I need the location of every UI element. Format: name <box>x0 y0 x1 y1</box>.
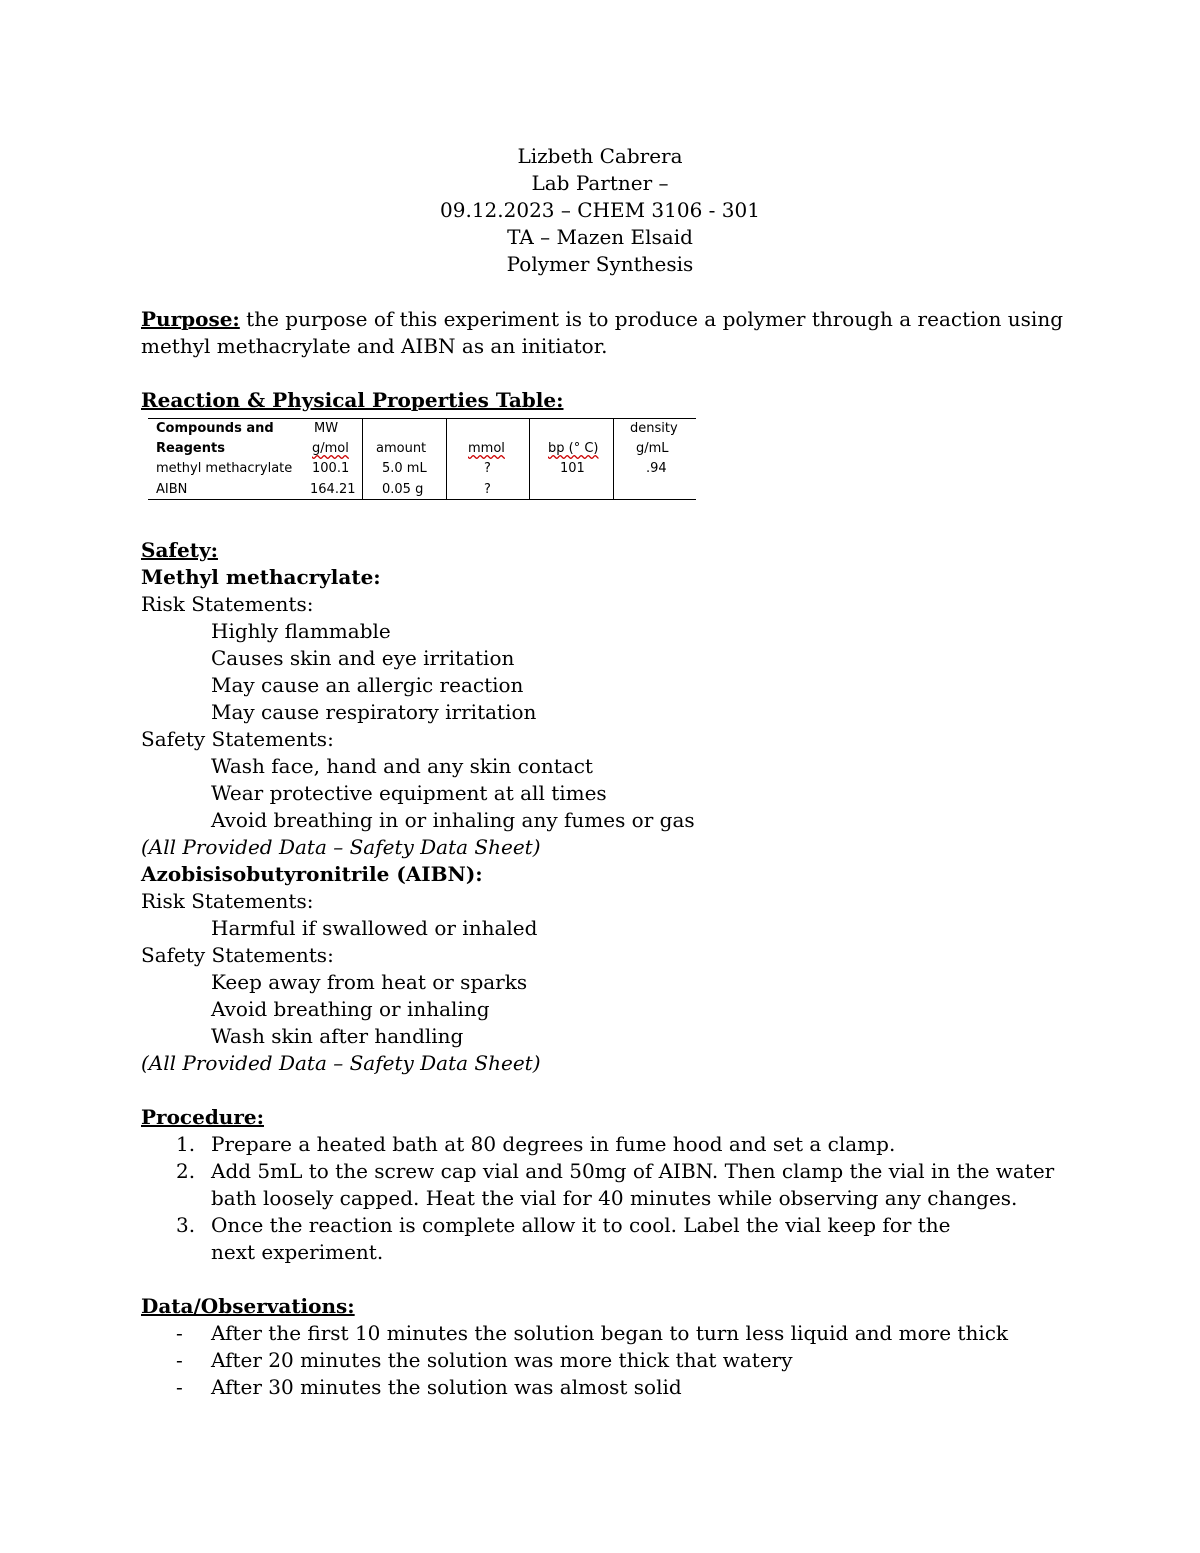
row-2-mmol: ? <box>484 482 491 497</box>
table-divider <box>613 418 614 500</box>
bullet-dash: - <box>176 1375 183 1399</box>
procedure-step: Add 5mL to the screw cap vial and 50mg of AIBN. Then clamp the vial in the water bath loosely capped. Heat the vial for 40 minutes while observing any changes. <box>211 1159 1055 1210</box>
mma-risk-item: May cause respiratory irritation <box>211 700 537 724</box>
aibn-risk-label: Risk Statements: <box>141 889 314 913</box>
mma-source: (All Provided Data – Safety Data Sheet) <box>141 835 541 859</box>
aibn-safety-item: Avoid breathing or inhaling <box>211 997 490 1021</box>
aibn-risk-item: Harmful if swallowed or inhaled <box>211 916 538 940</box>
teaching-assistant: TA – Mazen Elsaid <box>507 225 693 249</box>
row-1-mw: 100.1 <box>312 461 350 476</box>
table-title: Reaction & Physical Properties Table: <box>141 388 564 412</box>
safety-title: Safety: <box>141 538 218 562</box>
procedure-step: Prepare a heated bath at 80 degrees in fume hood and set a clamp. <box>211 1132 896 1156</box>
mma-safety-item: Avoid breathing in or inhaling any fumes or gas <box>211 808 695 832</box>
purpose-label: Purpose: <box>141 307 240 331</box>
row-2-compound: AIBN <box>156 482 188 497</box>
row-1-amount: 5.0 mL <box>382 461 427 476</box>
aibn-safety-item: Wash skin after handling <box>211 1024 464 1048</box>
observations-title: Data/Observations: <box>141 1294 355 1318</box>
header-density: density <box>630 421 678 436</box>
mma-risk-label: Risk Statements: <box>141 592 314 616</box>
header-compounds: Compounds and <box>156 421 274 436</box>
table-divider <box>446 418 447 500</box>
bullet-dash: - <box>176 1348 183 1372</box>
step-number: 1. <box>176 1132 196 1156</box>
purpose-paragraph <box>141 306 1071 360</box>
row-2-amount: 0.05 g <box>382 482 424 497</box>
row-1-compound: methyl methacrylate <box>156 461 293 476</box>
row-2-mw: 164.21 <box>310 482 356 497</box>
mma-name: Methyl methacrylate: <box>141 565 381 589</box>
header-bp-text: bp (° C) <box>548 441 599 456</box>
mma-safety-item: Wear protective equipment at all times <box>211 781 607 805</box>
observation-item: After the first 10 minutes the solution began to turn less liquid and more thick <box>211 1321 1009 1345</box>
procedure-title: Procedure: <box>141 1105 264 1129</box>
table-divider <box>362 418 363 500</box>
mma-risk-item: Causes skin and eye irritation <box>211 646 515 670</box>
mma-safety-item: Wash face, hand and any skin contact <box>211 754 593 778</box>
row-1-density: .94 <box>646 461 667 476</box>
observation-item: After 20 minutes the solution was more thick that watery <box>211 1348 793 1372</box>
purpose-text: the purpose of this experiment is to produce a polymer through a reaction using methyl methacrylate and AIBN as an initiator. <box>141 307 1064 358</box>
header-amount: amount <box>376 441 427 456</box>
bullet-dash: - <box>176 1321 183 1345</box>
properties-table <box>148 418 696 501</box>
step-number: 3. <box>176 1213 196 1237</box>
aibn-safety-item: Keep away from heat or sparks <box>211 970 528 994</box>
row-1-mmol: ? <box>484 461 491 476</box>
author-name: Lizbeth Cabrera <box>517 144 683 168</box>
aibn-source: (All Provided Data – Safety Data Sheet) <box>141 1051 541 1075</box>
aibn-name: Azobisisobutyronitrile (AIBN): <box>141 862 483 886</box>
date-course: 09.12.2023 – CHEM 3106 - 301 <box>440 198 760 222</box>
header-bp <box>548 439 599 459</box>
mma-risk-item: Highly flammable <box>211 619 391 643</box>
row-1-bp: 101 <box>560 461 585 476</box>
mma-risk-item: May cause an allergic reaction <box>211 673 524 697</box>
header-reagents: Reagents <box>156 441 225 456</box>
header-density-unit: g/mL <box>636 441 669 456</box>
aibn-safety-label: Safety Statements: <box>141 943 334 967</box>
header-mmol: mmol <box>468 441 505 456</box>
step-number: 2. <box>176 1159 196 1183</box>
observation-item: After 30 minutes the solution was almost solid <box>211 1375 682 1399</box>
mma-safety-label: Safety Statements: <box>141 727 334 751</box>
lab-partner: Lab Partner – <box>531 171 669 195</box>
table-divider <box>529 418 530 500</box>
document-title: Polymer Synthesis <box>506 252 694 276</box>
procedure-step: Once the reaction is complete allow it to cool. Label the vial keep for the next experiment. <box>211 1213 951 1264</box>
header-mw: MW <box>314 421 339 436</box>
header-mw-unit: g/mol <box>312 441 349 456</box>
